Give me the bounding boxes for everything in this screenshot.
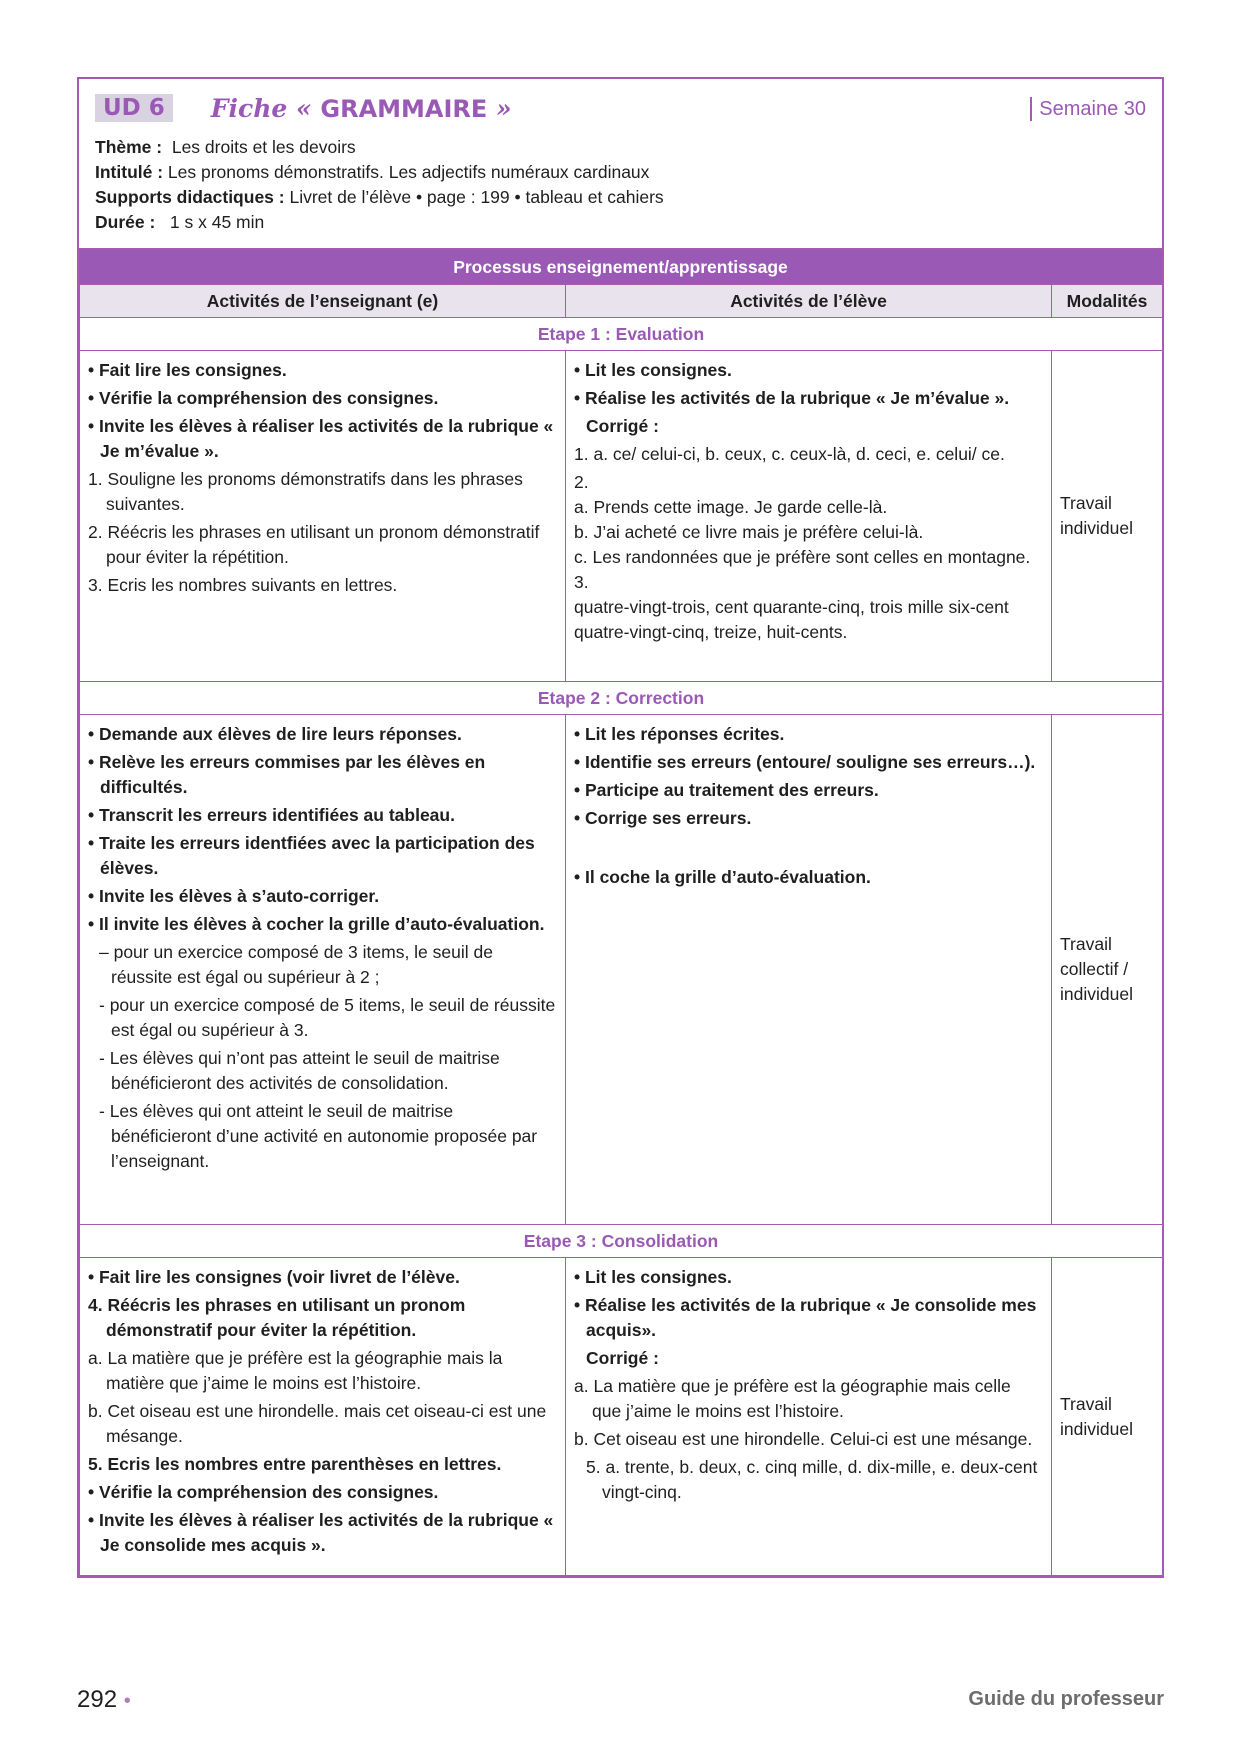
list-item: • Participe au traitement des erreurs. (574, 780, 879, 800)
answer-line: b. J’ai acheté ce livre mais je préfère celui-là. (574, 522, 924, 542)
list-item: • Invite les élèves à s’auto-corriger. (88, 886, 380, 906)
stage-1-row (80, 351, 1163, 682)
list-item: • Corrige ses erreurs. (574, 808, 752, 828)
title-prefix: Fiche « (210, 93, 312, 123)
list-item: • Réalise les activités de la rubrique « Je m’évalue ». (574, 388, 1010, 408)
answer-line: 5. a. trente, b. deux, c. cinq mille, d. dix-mille, e. deux-cent vingt-cinq. (586, 1457, 1038, 1502)
title-row (95, 91, 1146, 125)
corrige-label: Corrigé : (586, 416, 659, 436)
list-item: • Relève les erreurs commises par les élèves en difficultés. (88, 752, 486, 797)
list-item: • Fait lire les consignes (voir livret de l’élève. (88, 1267, 460, 1287)
list-item: • Lit les réponses écrites. (574, 724, 785, 744)
stage-3-modalite: Travail individuel (1052, 1258, 1163, 1576)
footer-title: Guide du professeur (968, 1688, 1164, 1710)
list-item: • Identifie ses erreurs (entoure/ souligne ses erreurs…). (574, 752, 1036, 772)
stage-2-teacher (80, 715, 566, 1225)
page-dot: • (123, 1690, 131, 1712)
list-item: • Vérifie la compréhension des consignes. (88, 1482, 439, 1502)
page-number (77, 1686, 131, 1714)
list-item: • Invite les élèves à réaliser les activités de la rubrique « Je consolide mes acquis ». (88, 1510, 554, 1555)
list-item: - Les élèves qui ont atteint le seuil de maitrise bénéficieront d’une activité en autonomie proposée par l’enseignant. (99, 1101, 538, 1171)
stage-1-modalite: Travail individuel (1052, 351, 1163, 682)
stage-1-title: Etape 1 : Evaluation (80, 318, 1163, 351)
lesson-sheet (77, 77, 1164, 1578)
list-item: a. La matière que je préfère est la géographie mais la matière que j’aime le moins est l’histoire. (88, 1348, 503, 1393)
corrige-label: Corrigé : (586, 1348, 659, 1368)
intitule-row (95, 160, 1146, 185)
stage-3-teacher (80, 1258, 566, 1576)
answer-line: quatre-vingt-trois, cent quarante-cinq, trois mille six-cent quatre-vingt-cinq, treize, huit-cents. (574, 597, 1009, 642)
page-number-value: 292 (77, 1686, 118, 1713)
answer-line: a. Prends cette image. Je garde celle-là. (574, 497, 888, 517)
col-student: Activités de l’élève (566, 285, 1052, 318)
duree-label: Durée : (95, 212, 156, 232)
stage-2-row (80, 715, 1163, 1225)
answer-line: 3. (574, 572, 589, 592)
list-item: - pour un exercice composé de 5 items, le seuil de réussite est égal ou supérieur à 3. (99, 995, 556, 1040)
stage-2-student (566, 715, 1052, 1225)
list-item: • Demande aux élèves de lire leurs réponses. (88, 724, 462, 744)
list-item: • Il invite les élèves à cocher la grille d’auto-évaluation. (88, 914, 545, 934)
list-item: 5. Ecris les nombres entre parenthèses en lettres. (88, 1454, 502, 1474)
list-item: • Invite les élèves à réaliser les activités de la rubrique « Je m’évalue ». (88, 416, 554, 461)
supports-value: Livret de l’élève • page : 199 • tableau et cahiers (289, 187, 664, 207)
duree-value: 1 s x 45 min (169, 212, 265, 232)
list-item: • Il coche la grille d’auto-évaluation. (574, 867, 871, 887)
list-item: • Vérifie la compréhension des consignes. (88, 388, 439, 408)
list-item: 4. Réécris les phrases en utilisant un pronom démonstratif pour éviter la répétition. (88, 1295, 466, 1340)
theme-row (95, 135, 1146, 160)
list-item: • Lit les consignes. (574, 360, 732, 380)
list-item: • Lit les consignes. (574, 1267, 732, 1287)
unit-badge: UD 6 (95, 94, 173, 122)
stage-2-modalite: Travail collectif / individuel (1052, 715, 1163, 1225)
list-item: • Réalise les activités de la rubrique « Je consolide mes acquis». (574, 1295, 1037, 1340)
theme-value: Les droits et les devoirs (171, 137, 356, 157)
answer-line: 1. a. ce/ celui-ci, b. ceux, c. ceux-là, d. ceci, e. celui/ ce. (574, 444, 1005, 464)
title-main: GRAMMAIRE (320, 94, 488, 123)
list-item: 3. Ecris les nombres suivants en lettres. (88, 575, 398, 595)
list-item: – pour un exercice composé de 3 items, le seuil de réussite est égal ou supérieur à 2 ; (99, 942, 493, 987)
list-item: 2. Réécris les phrases en utilisant un pronom démonstratif pour éviter la répétition. (88, 522, 540, 567)
list-item: 1. Souligne les pronoms démonstratifs dans les phrases suivantes. (88, 469, 523, 514)
stage-1-student (566, 351, 1052, 682)
column-headers (80, 285, 1163, 318)
activities-table (79, 284, 1163, 1576)
list-item: - Les élèves qui n’ont pas atteint le seuil de maitrise bénéficieront des activités de consolidation. (99, 1048, 500, 1093)
theme-label: Thème : (95, 137, 163, 157)
list-item: • Traite les erreurs identfiées avec la participation des élèves. (88, 833, 535, 878)
week-label: Semaine 30 (1030, 97, 1146, 121)
intitule-value: Les pronoms démonstratifs. Les adjectifs numéraux cardinaux (167, 162, 650, 182)
col-modalites: Modalités (1052, 285, 1163, 318)
stage-3-title: Etape 3 : Consolidation (80, 1225, 1163, 1258)
title-suffix: » (496, 93, 512, 123)
col-teacher: Activités de l’enseignant (e) (80, 285, 566, 318)
stage-3-student (566, 1258, 1052, 1576)
stage-3-row (80, 1258, 1163, 1576)
answer-line: b. Cet oiseau est une hirondelle. Celui-ci est une mésange. (574, 1429, 1033, 1449)
stage-2-title: Etape 2 : Correction (80, 682, 1163, 715)
list-item: • Transcrit les erreurs identifiées au tableau. (88, 805, 455, 825)
page-title (211, 94, 512, 123)
answer-line: c. Les randonnées que je préfère sont celles en montagne. (574, 547, 1031, 567)
answer-line: 2. (574, 472, 589, 492)
sheet-header (79, 79, 1162, 248)
list-item: b. Cet oiseau est une hirondelle. mais cet oiseau-ci est une mésange. (88, 1401, 547, 1446)
supports-row (95, 185, 1146, 210)
lesson-meta (95, 135, 1146, 235)
list-item: • Fait lire les consignes. (88, 360, 287, 380)
stage-1-teacher (80, 351, 566, 682)
process-band: Processus enseignement/apprentissage (79, 248, 1162, 284)
duree-row (95, 210, 1146, 235)
supports-label: Supports didactiques : (95, 187, 285, 207)
answer-line: a. La matière que je préfère est la géographie mais celle que j’aime le moins est l’histoire. (574, 1376, 1011, 1421)
spacer (574, 834, 1043, 862)
intitule-label: Intitulé : (95, 162, 164, 182)
